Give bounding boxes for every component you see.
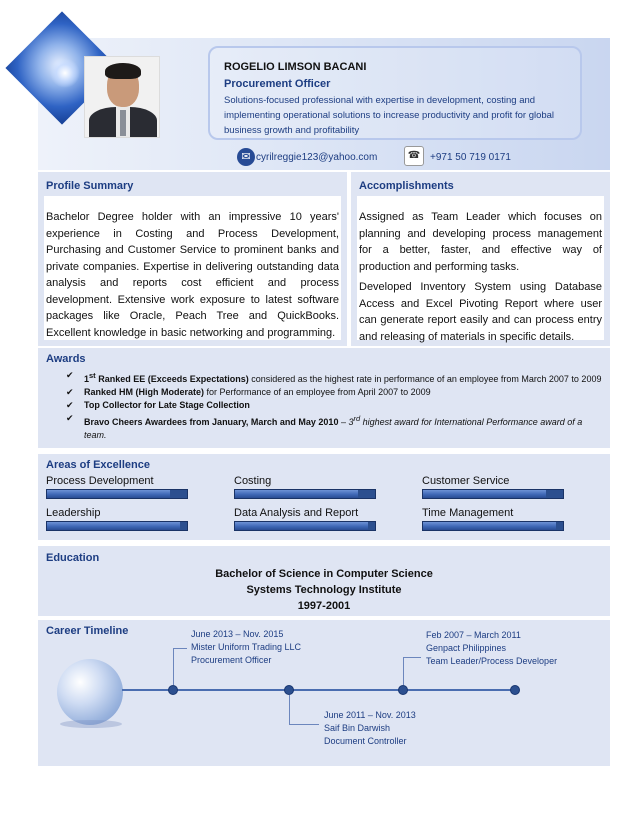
skill-label: Time Management (422, 507, 514, 519)
decorative-glow (50, 58, 80, 88)
timeline-dot (168, 685, 178, 695)
awards-title: Awards (46, 353, 86, 365)
accomplishment-item: Assigned as Team Leader which focuses on planning and developing process management for a better, faster, and effective way of production and performing tasks. (359, 211, 602, 273)
email-icon: ✉ (237, 148, 255, 166)
skill-bar-fill (47, 522, 180, 530)
skill-bar-fill (423, 522, 556, 530)
award-item: ✔ Top Collector for Late Stage Collection (66, 400, 250, 410)
skill-bar (234, 489, 376, 499)
checkmark-icon: ✔ (66, 370, 74, 380)
phone-number[interactable]: +971 50 719 0171 (430, 152, 511, 163)
skill-bar (46, 521, 188, 531)
timeline-dot (510, 685, 520, 695)
education-school: Systems Technology Institute (246, 584, 402, 596)
skill-bar-fill (423, 490, 546, 498)
profile-photo (84, 56, 160, 138)
checkmark-icon: ✔ (66, 387, 74, 397)
career-entry: June 2011 – Nov. 2013 Saif Bin Darwish Document Controller (324, 710, 416, 746)
skill-label: Costing (234, 475, 272, 487)
profile-summary-title: Profile Summary (46, 180, 134, 192)
education-degree: Bachelor of Science in Computer Science (215, 568, 433, 580)
award-item: ✔ Bravo Cheers Awardees from January, March and May 2010 – 3rd highest award for International Performance award of a team. (66, 413, 583, 440)
skill-bar (422, 521, 564, 531)
accomplishments-title: Accomplishments (359, 180, 454, 192)
skill-label: Customer Service (422, 475, 510, 487)
skill-label: Leadership (46, 507, 101, 519)
header-summary: Solutions-focused professional with expertise in development, costing and implementing operational solutions to increase productivity and profit for global business growth and profitability (224, 95, 555, 136)
career-entry: June 2013 – Nov. 2015 Mister Uniform Trading LLC Procurement Officer (191, 629, 302, 665)
skill-label: Process Development (46, 475, 154, 487)
accomplishment-item: Developed Inventory System using Database Access and Excel Pivoting Report where user can generate report easily and can process entry and releasing of materials in specific details. (359, 281, 602, 343)
skill-label: Data Analysis and Report (234, 507, 359, 519)
excellence-title: Areas of Excellence (46, 459, 150, 471)
skill-bar (46, 489, 188, 499)
career-title: Career Timeline (46, 625, 129, 637)
skill-bar-fill (235, 490, 358, 498)
education-title: Education (46, 552, 100, 564)
skill-bar (234, 521, 376, 531)
timeline-axis (122, 689, 516, 691)
globe-graphic (57, 659, 123, 725)
phone-icon: ☎ (404, 146, 424, 166)
award-item: ✔ 1st Ranked EE (Exceeds Expectations) considered as the highest rate in performance of an employee from March 2007 to 2009 (66, 370, 602, 384)
career-entry: Feb 2007 – March 2011 Genpact Philippines Team Leader/Process Developer (426, 630, 558, 666)
checkmark-icon: ✔ (66, 400, 74, 410)
awards-list (66, 369, 606, 442)
skill-bar (422, 489, 564, 499)
timeline-dot (398, 685, 408, 695)
timeline-dot (284, 685, 294, 695)
award-item: ✔ Ranked HM (High Moderate) for Performance of an employee from April 2007 to 2009 (66, 387, 431, 397)
email-address[interactable]: cyrilreggie123@yahoo.com (256, 152, 378, 163)
skill-bar-fill (47, 490, 170, 498)
candidate-name: ROGELIO LIMSON BACANI (224, 61, 367, 73)
education-years: 1997-2001 (297, 600, 351, 612)
skill-bar-fill (235, 522, 368, 530)
checkmark-icon: ✔ (66, 413, 74, 423)
candidate-role: Procurement Officer (224, 78, 331, 90)
profile-summary-text: Bachelor Degree holder with an impressive 10 years' experience in Costing and Process Development, Purchasing and Customer Service to prominent banks and private companies. Expertise in delivering outstanding data analysis and reports cost efficient and process development. Extensive work exposure to latest software packages like Oracle, Peach Tree and QuickBooks. Excellent knowledge in basic networking and programming. (46, 211, 339, 339)
